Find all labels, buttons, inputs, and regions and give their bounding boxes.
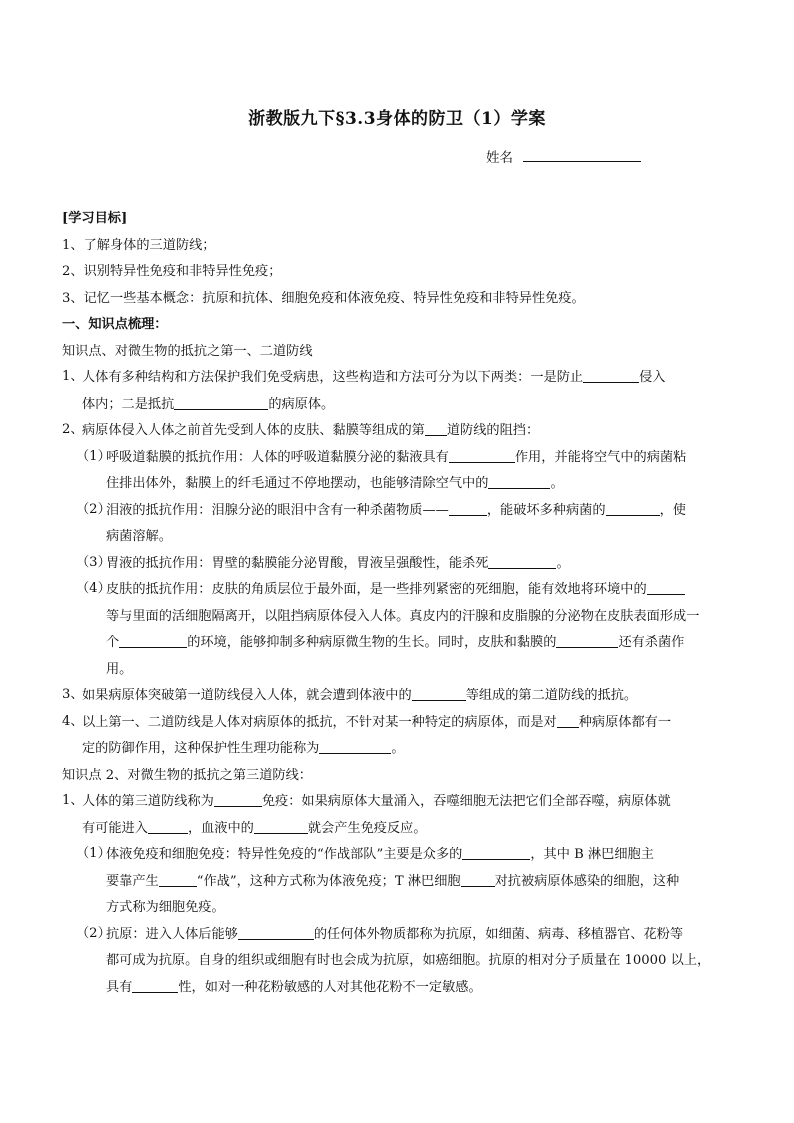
question-item: 2、 病原体侵入人体之前首先受到人体的皮肤、黏膜等组成的第 道防线的阻挡： bbox=[62, 422, 540, 438]
sub-question: （3） 胃液的抵抗作用：胃壁的黏膜能分泌胃酸，胃液呈强酸性，能杀死 。 bbox=[76, 554, 570, 571]
fill-blank[interactable] bbox=[159, 872, 197, 887]
fill-blank[interactable] bbox=[319, 739, 391, 754]
goal-item: 3、记忆一些基本概念：抗原和抗体、细胞免疫和体液免疫、特异性免疫和非特异性免疫。 bbox=[62, 290, 585, 306]
fill-blank[interactable] bbox=[556, 633, 618, 648]
fill-blank[interactable] bbox=[449, 448, 515, 463]
question-item: 1、 人体有多种结构和方法保护我们免受病患，这些构造和方法可分为以下两类：一是防止 侵入 体内；二是抵抗 的病原体。 bbox=[62, 369, 666, 412]
question-item: 3、 如果病原体突破第一道防线侵入人体，就会遭到体液中的 等组成的第二道防线的抵抗。 bbox=[62, 687, 638, 703]
fill-blank[interactable] bbox=[238, 925, 314, 940]
question-item: 1、 人体的第三道防线称为 免疫：如果病原体大量涌入，吞噬细胞无法把它们全部吞噬，病原体就 有可能进入 ，血液中的 就会产生免疫反应。 bbox=[62, 793, 671, 836]
sub-question: （2） 抗原：进入人体后能够 的任何体外物质都称为抗原，如细菌、病毒、移植器官、花粉等 都可成为抗原。自身的组织或细胞有时也会成为抗原，如癌细胞。抗原的相对分子质量在 10000 以上， 具有 性，如对一种花粉敏感的人对其他花粉不一定敏感。 bbox=[76, 925, 711, 995]
fill-blank[interactable] bbox=[148, 819, 188, 834]
question-item: 4、 以上第一、二道防线是人体对病原体的抵抗，不针对某一种特定的病原体，而是对 种病原体都有一 定的防御作用，这种保护性生理功能称为 。 bbox=[62, 713, 672, 756]
fill-blank[interactable] bbox=[583, 368, 639, 383]
fill-blank[interactable] bbox=[119, 633, 187, 648]
goal-item: 2、识别特异性免疫和非特异性免疫； bbox=[62, 264, 282, 279]
name-blank[interactable] bbox=[523, 149, 641, 162]
fill-blank[interactable] bbox=[254, 819, 308, 834]
fill-blank[interactable] bbox=[488, 474, 550, 489]
fill-blank[interactable] bbox=[132, 978, 178, 993]
sub-question: （4） 皮肤的抵抗作用：皮肤的角质层位于最外面，是一些排列紧密的死细胞，能有效地将环境中的 等与里面的活细胞隔离开，以阻挡病原体侵入人体。真皮内的汗腺和皮脂腺的分泌物在皮肤表面形成一 个 的环境，能够抑制多种病原微生物的生长。同时，皮肤和黏膜的 还有杀菌作 用。 bbox=[76, 581, 700, 677]
goal-item: 1、了解身体的三道防线； bbox=[62, 237, 216, 253]
fill-blank[interactable] bbox=[449, 501, 487, 516]
fill-blank[interactable] bbox=[461, 872, 495, 887]
fill-blank[interactable] bbox=[174, 395, 268, 410]
sub-question: （1） 体液免疫和细胞免疫：特异性免疫的“作战部队”主要是众多的 ，其中 B 淋巴细胞主 要靠产生 “作战”，这种方式称为体液免疫；T 淋巴细胞 对抗被病原体感染的细胞，这种 方式称为细胞免疫。 bbox=[76, 846, 680, 915]
knowledge-point-title: 知识点、对微生物的抵抗之第一、二道防线 bbox=[62, 343, 313, 359]
name-label: 姓名 bbox=[486, 150, 513, 166]
worksheet-body bbox=[62, 206, 734, 1001]
sub-question: （1） 呼吸道黏膜的抵抗作用：人体的呼吸道黏膜分泌的黏液具有 作用，并能将空气中的病菌粘 住排出体外，黏膜上的纤毛通过不停地摆动，也能够清除空气中的 。 bbox=[76, 448, 687, 491]
section-header: 一、知识点梳理： bbox=[62, 317, 168, 332]
fill-blank[interactable] bbox=[557, 713, 579, 728]
sub-question: （2） 泪液的抵抗作用：泪腺分泌的眼泪中含有一种杀菌物质—— ，能破坏多种病菌的 ，使 病菌溶解。 bbox=[76, 501, 686, 544]
fill-blank[interactable] bbox=[606, 501, 660, 516]
fill-blank[interactable] bbox=[462, 845, 530, 860]
fill-blank[interactable] bbox=[647, 580, 685, 595]
goals-header: [学习目标] bbox=[62, 211, 128, 226]
page-title: 浙教版九下§3.3身体的防卫（1）学案 bbox=[248, 109, 546, 129]
fill-blank[interactable] bbox=[412, 686, 466, 701]
knowledge-point-title: 知识点 2、对微生物的抵抗之第三道防线： bbox=[62, 767, 312, 783]
fill-blank[interactable] bbox=[488, 554, 556, 569]
fill-blank[interactable] bbox=[214, 792, 262, 807]
name-field[interactable] bbox=[486, 146, 641, 166]
fill-blank[interactable] bbox=[425, 421, 447, 436]
